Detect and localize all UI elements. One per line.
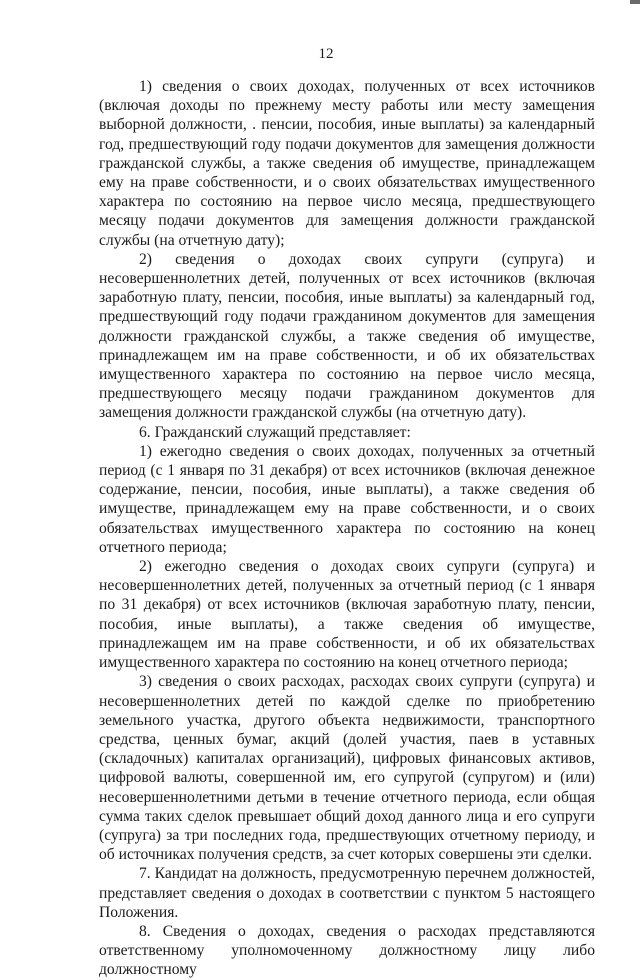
paragraph-section-7: 7. Кандидат на должность, предусмотренную перечнем должностей, представляет сведения о доходах в соответствии с пунктом 5 настоящего Положения. — [99, 865, 595, 921]
paragraph-expenses: 3) сведения о своих расходах, расходах своих супруги (супруга) и несовершеннолетних детей по каждой сделке по приобретению земельного участка, другого объекта недвижимости, транспортного средства, ценных бумаг, акций (долей участия, паев в уставных (складочных) капиталах организаций), цифровых финансовых активов, цифровой валюты, совершенной им, его супругой (супругом) и (или) несовершеннолетними детьми в течение отчетного периода, если общая сумма таких сделок превышает общий доход данного лица и его супруги (супруга) за три последних года, предшествующих отчетному периоду, и об источниках получения средств, за счет которых совершены эти сделки. — [99, 673, 595, 864]
document-body — [99, 77, 595, 980]
paragraph-section-6-heading: 6. Гражданский служащий представляет: — [139, 423, 411, 441]
page-number: 12 — [318, 46, 334, 62]
paragraph-section-8: 8. Сведения о доходах, сведения о расходах представляются ответственному уполномоченному должностному лицу либо должностному — [99, 922, 595, 979]
paragraph-income-own: 1) сведения о своих доходах, полученных от всех источников (включая доходы по прежнему месту работы или месту замещения выборной должности, . пенсии, пособия, иные выплаты) за календарный год, предшествующий году подачи документов для замещения должности гражданской службы, а также сведения об имуществе, принадлежащем ему на праве собственности, и о своих обязательствах имущественного характера по состоянию на первое число месяца, предшествующего месяцу подачи документов для замещения должности гражданской службы (на отчетную дату); — [99, 78, 595, 249]
scan-edge-mark — [630, 0, 640, 4]
paragraph-income-spouse-children: 2) сведения о доходах своих супруги (супруга) и несовершеннолетних детей, полученных от всех источников (включая заработную плату, пенсии, пособия, иные выплаты) за календарный год, предшествующий году подачи гражданином документов для замещения должности гражданской службы, а также сведения об имуществе, принадлежащем им на праве собственности, и об их обязательствах имущественного характера по состоянию на первое число месяца, предшествующего месяцу подачи гражданином документов для замещения должности гражданской службы (на отчетную дату). — [99, 250, 595, 422]
paragraph-annual-income-spouse-children: 2) ежегодно сведения о доходах своих супруги (супруга) и несовершеннолетних детей, полученных за отчетный период (с 1 января по 31 декабря) от всех источников (включая заработную плату, пенсии, пособия, иные выплаты), а также сведения об имуществе, принадлежащем им на праве собственности, и об их обязательствах имущественного характера по состоянию на конец отчетного периода; — [99, 558, 595, 672]
paragraph-annual-income-own: 1) ежегодно сведения о своих доходах, полученных за отчетный период (с 1 января по 31 декабря) от всех источников (включая денежное содержание, пенсии, пособия, иные выплаты), а также сведения об имуществе, принадлежащем ему на праве собственности, и о своих обязательствах имущественного характера по состоянию на конец отчетного периода; — [99, 442, 595, 556]
